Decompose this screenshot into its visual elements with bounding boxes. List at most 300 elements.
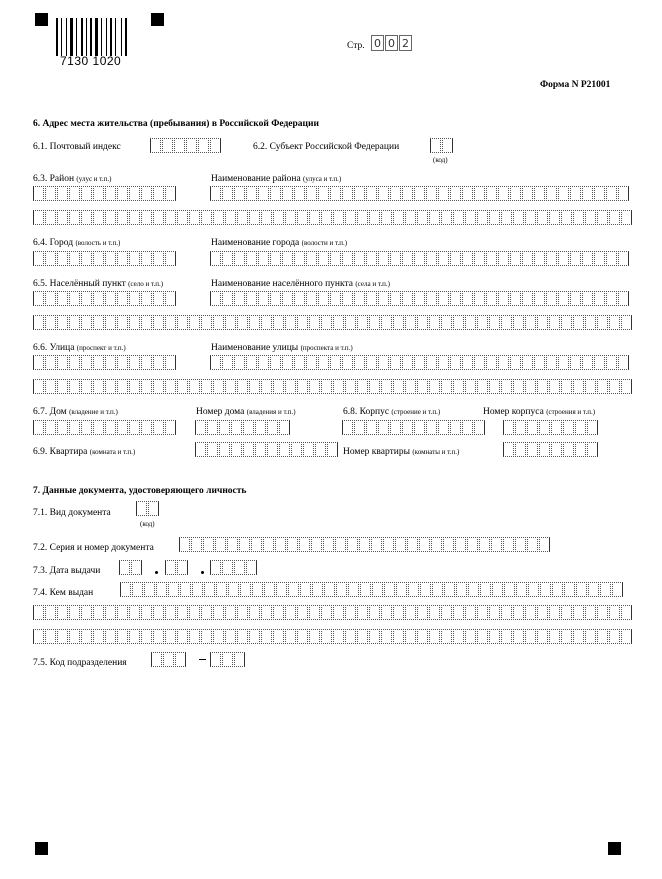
char-cell[interactable] [258,355,269,370]
char-cell[interactable] [81,315,92,330]
char-cell[interactable] [539,537,550,552]
char-cell[interactable] [378,291,389,306]
issued-by-field-line-3[interactable] [33,629,633,644]
char-cell[interactable] [213,379,224,394]
char-cell[interactable] [201,605,212,620]
char-cell[interactable] [525,629,536,644]
char-cell[interactable] [369,379,380,394]
char-cell[interactable] [465,315,476,330]
char-cell[interactable] [618,186,629,201]
char-cell[interactable] [585,629,596,644]
char-cell[interactable] [525,210,536,225]
char-cell[interactable] [321,605,332,620]
char-cell[interactable] [462,355,473,370]
char-cell[interactable] [246,355,257,370]
char-cell[interactable] [57,251,68,266]
char-cell[interactable] [438,355,449,370]
char-cell[interactable] [33,355,44,370]
building-type-field[interactable] [342,420,486,435]
char-cell[interactable] [165,186,176,201]
char-cell[interactable] [45,355,56,370]
char-cell[interactable] [573,315,584,330]
char-cell[interactable] [136,501,147,516]
region-code-field[interactable] [430,138,454,153]
char-cell[interactable] [261,629,272,644]
char-cell[interactable] [498,186,509,201]
char-cell[interactable] [333,210,344,225]
char-cell[interactable] [405,379,416,394]
char-cell[interactable] [249,629,260,644]
char-cell[interactable] [513,605,524,620]
char-cell[interactable] [177,210,188,225]
char-cell[interactable] [270,291,281,306]
char-cell[interactable] [323,537,334,552]
char-cell[interactable] [345,629,356,644]
char-cell[interactable] [330,355,341,370]
char-cell[interactable] [408,582,419,597]
char-cell[interactable] [381,315,392,330]
char-cell[interactable] [477,315,488,330]
char-cell[interactable] [117,379,128,394]
char-cell[interactable] [175,652,186,667]
char-cell[interactable] [573,210,584,225]
char-cell[interactable] [45,629,56,644]
char-cell[interactable] [429,629,440,644]
char-cell[interactable] [105,291,116,306]
char-cell[interactable] [105,210,116,225]
char-cell[interactable] [330,251,341,266]
char-cell[interactable] [525,605,536,620]
char-cell[interactable] [330,186,341,201]
char-cell[interactable] [309,379,320,394]
char-cell[interactable] [414,251,425,266]
char-cell[interactable] [119,560,130,575]
char-cell[interactable] [225,605,236,620]
char-cell[interactable] [81,605,92,620]
char-cell[interactable] [93,629,104,644]
char-cell[interactable] [522,251,533,266]
char-cell[interactable] [585,210,596,225]
char-cell[interactable] [297,605,308,620]
char-cell[interactable] [45,186,56,201]
char-cell[interactable] [165,355,176,370]
char-cell[interactable] [153,291,164,306]
char-cell[interactable] [297,379,308,394]
char-cell[interactable] [549,210,560,225]
char-cell[interactable] [129,629,140,644]
char-cell[interactable] [480,582,491,597]
char-cell[interactable] [515,442,526,457]
char-cell[interactable] [609,379,620,394]
char-cell[interactable] [345,210,356,225]
char-cell[interactable] [321,210,332,225]
char-cell[interactable] [443,537,454,552]
char-cell[interactable] [527,420,538,435]
char-cell[interactable] [282,291,293,306]
char-cell[interactable] [510,355,521,370]
char-cell[interactable] [575,420,586,435]
char-cell[interactable] [131,560,142,575]
char-cell[interactable] [222,652,233,667]
char-cell[interactable] [429,379,440,394]
char-cell[interactable] [294,251,305,266]
char-cell[interactable] [597,315,608,330]
char-cell[interactable] [153,355,164,370]
char-cell[interactable] [189,629,200,644]
char-cell[interactable] [57,605,68,620]
char-cell[interactable] [510,251,521,266]
char-cell[interactable] [467,537,478,552]
char-cell[interactable] [117,251,128,266]
char-cell[interactable] [210,186,221,201]
char-cell[interactable] [563,442,574,457]
char-cell[interactable] [354,186,365,201]
char-cell[interactable] [537,605,548,620]
district-type-field[interactable] [33,186,177,201]
char-cell[interactable] [426,251,437,266]
char-cell[interactable] [327,442,338,457]
char-cell[interactable] [498,251,509,266]
char-cell[interactable] [513,315,524,330]
char-cell[interactable] [240,582,251,597]
char-cell[interactable] [585,379,596,394]
char-cell[interactable] [141,629,152,644]
char-cell[interactable] [393,315,404,330]
char-cell[interactable] [45,420,56,435]
char-cell[interactable] [141,355,152,370]
char-cell[interactable] [465,605,476,620]
char-cell[interactable] [587,442,598,457]
char-cell[interactable] [588,582,599,597]
char-cell[interactable] [513,629,524,644]
char-cell[interactable] [141,291,152,306]
char-cell[interactable] [534,186,545,201]
char-cell[interactable] [189,605,200,620]
char-cell[interactable] [546,355,557,370]
char-cell[interactable] [168,582,179,597]
char-cell[interactable] [189,210,200,225]
char-cell[interactable] [366,355,377,370]
char-cell[interactable] [489,629,500,644]
char-cell[interactable] [234,560,245,575]
char-cell[interactable] [522,186,533,201]
char-cell[interactable] [606,291,617,306]
char-cell[interactable] [189,315,200,330]
char-cell[interactable] [381,210,392,225]
char-cell[interactable] [81,251,92,266]
char-cell[interactable] [45,605,56,620]
char-cell[interactable] [150,138,161,153]
char-cell[interactable] [93,355,104,370]
char-cell[interactable] [81,629,92,644]
char-cell[interactable] [426,186,437,201]
char-cell[interactable] [558,355,569,370]
char-cell[interactable] [539,420,550,435]
char-cell[interactable] [165,210,176,225]
char-cell[interactable] [33,315,44,330]
char-cell[interactable] [342,355,353,370]
char-cell[interactable] [141,251,152,266]
char-cell[interactable] [153,379,164,394]
char-cell[interactable] [210,138,221,153]
char-cell[interactable] [537,629,548,644]
char-cell[interactable] [117,605,128,620]
char-cell[interactable] [246,560,257,575]
char-cell[interactable] [306,186,317,201]
char-cell[interactable] [294,355,305,370]
char-cell[interactable] [414,420,425,435]
char-cell[interactable] [45,315,56,330]
char-cell[interactable] [539,442,550,457]
char-cell[interactable] [234,251,245,266]
char-cell[interactable] [148,501,159,516]
char-cell[interactable] [468,582,479,597]
char-cell[interactable] [378,186,389,201]
char-cell[interactable] [93,605,104,620]
char-cell[interactable] [237,379,248,394]
char-cell[interactable] [163,652,174,667]
char-cell[interactable] [426,355,437,370]
char-cell[interactable] [273,629,284,644]
char-cell[interactable] [515,420,526,435]
char-cell[interactable] [525,379,536,394]
char-cell[interactable] [335,537,346,552]
char-cell[interactable] [279,442,290,457]
char-cell[interactable] [606,251,617,266]
char-cell[interactable] [258,186,269,201]
char-cell[interactable] [405,210,416,225]
char-cell[interactable] [491,537,502,552]
char-cell[interactable] [441,605,452,620]
char-cell[interactable] [191,537,202,552]
char-cell[interactable] [414,355,425,370]
char-cell[interactable] [381,605,392,620]
char-cell[interactable] [357,315,368,330]
char-cell[interactable] [549,629,560,644]
char-cell[interactable] [321,315,332,330]
char-cell[interactable] [81,186,92,201]
char-cell[interactable] [582,355,593,370]
char-cell[interactable] [525,315,536,330]
char-cell[interactable] [501,315,512,330]
char-cell[interactable] [300,582,311,597]
char-cell[interactable] [441,210,452,225]
char-cell[interactable] [582,291,593,306]
char-cell[interactable] [442,138,453,153]
char-cell[interactable] [239,537,250,552]
char-cell[interactable] [129,251,140,266]
locality-name-field-line-2[interactable] [33,315,633,330]
char-cell[interactable] [516,582,527,597]
char-cell[interactable] [105,186,116,201]
char-cell[interactable] [479,537,490,552]
issue-month-field[interactable] [165,560,189,575]
char-cell[interactable] [177,629,188,644]
issue-day-field[interactable] [119,560,143,575]
char-cell[interactable] [429,315,440,330]
char-cell[interactable] [141,379,152,394]
char-cell[interactable] [354,251,365,266]
char-cell[interactable] [252,582,263,597]
char-cell[interactable] [357,605,368,620]
char-cell[interactable] [210,560,221,575]
char-cell[interactable] [285,315,296,330]
char-cell[interactable] [69,420,80,435]
char-cell[interactable] [153,186,164,201]
char-cell[interactable] [342,291,353,306]
char-cell[interactable] [249,605,260,620]
char-cell[interactable] [153,210,164,225]
char-cell[interactable] [225,629,236,644]
char-cell[interactable] [198,138,209,153]
char-cell[interactable] [315,442,326,457]
char-cell[interactable] [312,582,323,597]
char-cell[interactable] [294,291,305,306]
char-cell[interactable] [222,251,233,266]
char-cell[interactable] [225,379,236,394]
char-cell[interactable] [486,291,497,306]
char-cell[interactable] [383,537,394,552]
char-cell[interactable] [561,379,572,394]
char-cell[interactable] [534,355,545,370]
char-cell[interactable] [151,652,162,667]
char-cell[interactable] [345,379,356,394]
char-cell[interactable] [234,186,245,201]
char-cell[interactable] [117,210,128,225]
char-cell[interactable] [261,605,272,620]
char-cell[interactable] [153,420,164,435]
char-cell[interactable] [210,355,221,370]
char-cell[interactable] [195,442,206,457]
char-cell[interactable] [450,420,461,435]
char-cell[interactable] [129,210,140,225]
char-cell[interactable] [429,605,440,620]
char-cell[interactable] [342,251,353,266]
char-cell[interactable] [585,605,596,620]
char-cell[interactable] [561,629,572,644]
char-cell[interactable] [195,420,206,435]
char-cell[interactable] [489,315,500,330]
char-cell[interactable] [81,210,92,225]
char-cell[interactable] [348,582,359,597]
char-cell[interactable] [237,629,248,644]
char-cell[interactable] [513,210,524,225]
char-cell[interactable] [189,379,200,394]
char-cell[interactable] [57,629,68,644]
char-cell[interactable] [204,582,215,597]
char-cell[interactable] [105,420,116,435]
char-cell[interactable] [243,420,254,435]
issued-by-field-line-2[interactable] [33,605,633,620]
char-cell[interactable] [594,355,605,370]
char-cell[interactable] [57,379,68,394]
char-cell[interactable] [564,582,575,597]
char-cell[interactable] [141,605,152,620]
char-cell[interactable] [393,210,404,225]
char-cell[interactable] [132,582,143,597]
char-cell[interactable] [288,582,299,597]
char-cell[interactable] [141,315,152,330]
char-cell[interactable] [527,442,538,457]
char-cell[interactable] [417,629,428,644]
char-cell[interactable] [165,605,176,620]
char-cell[interactable] [597,605,608,620]
char-cell[interactable] [503,537,514,552]
char-cell[interactable] [129,315,140,330]
char-cell[interactable] [534,251,545,266]
char-cell[interactable] [417,315,428,330]
char-cell[interactable] [501,605,512,620]
char-cell[interactable] [465,379,476,394]
char-cell[interactable] [513,379,524,394]
char-cell[interactable] [492,582,503,597]
char-cell[interactable] [81,420,92,435]
char-cell[interactable] [33,605,44,620]
char-cell[interactable] [33,186,44,201]
house-number-field[interactable] [195,420,291,435]
char-cell[interactable] [57,420,68,435]
char-cell[interactable] [371,537,382,552]
char-cell[interactable] [444,582,455,597]
char-cell[interactable] [366,251,377,266]
char-cell[interactable] [225,315,236,330]
char-cell[interactable] [318,186,329,201]
char-cell[interactable] [486,251,497,266]
char-cell[interactable] [213,605,224,620]
char-cell[interactable] [546,291,557,306]
char-cell[interactable] [294,186,305,201]
char-cell[interactable] [162,138,173,153]
char-cell[interactable] [429,210,440,225]
char-cell[interactable] [165,629,176,644]
char-cell[interactable] [606,355,617,370]
char-cell[interactable] [261,210,272,225]
char-cell[interactable] [129,186,140,201]
char-cell[interactable] [503,442,514,457]
char-cell[interactable] [354,355,365,370]
char-cell[interactable] [462,186,473,201]
char-cell[interactable] [402,291,413,306]
char-cell[interactable] [455,537,466,552]
char-cell[interactable] [426,291,437,306]
char-cell[interactable] [474,251,485,266]
char-cell[interactable] [93,210,104,225]
char-cell[interactable] [234,291,245,306]
char-cell[interactable] [246,186,257,201]
char-cell[interactable] [177,605,188,620]
char-cell[interactable] [117,186,128,201]
char-cell[interactable] [462,291,473,306]
char-cell[interactable] [105,355,116,370]
char-cell[interactable] [57,291,68,306]
char-cell[interactable] [69,379,80,394]
char-cell[interactable] [431,537,442,552]
char-cell[interactable] [117,355,128,370]
char-cell[interactable] [450,291,461,306]
char-cell[interactable] [396,582,407,597]
char-cell[interactable] [453,629,464,644]
char-cell[interactable] [558,186,569,201]
char-cell[interactable] [609,605,620,620]
char-cell[interactable] [528,582,539,597]
char-cell[interactable] [527,537,538,552]
char-cell[interactable] [360,582,371,597]
char-cell[interactable] [477,629,488,644]
char-cell[interactable] [585,315,596,330]
char-cell[interactable] [333,379,344,394]
char-cell[interactable] [267,420,278,435]
char-cell[interactable] [69,210,80,225]
